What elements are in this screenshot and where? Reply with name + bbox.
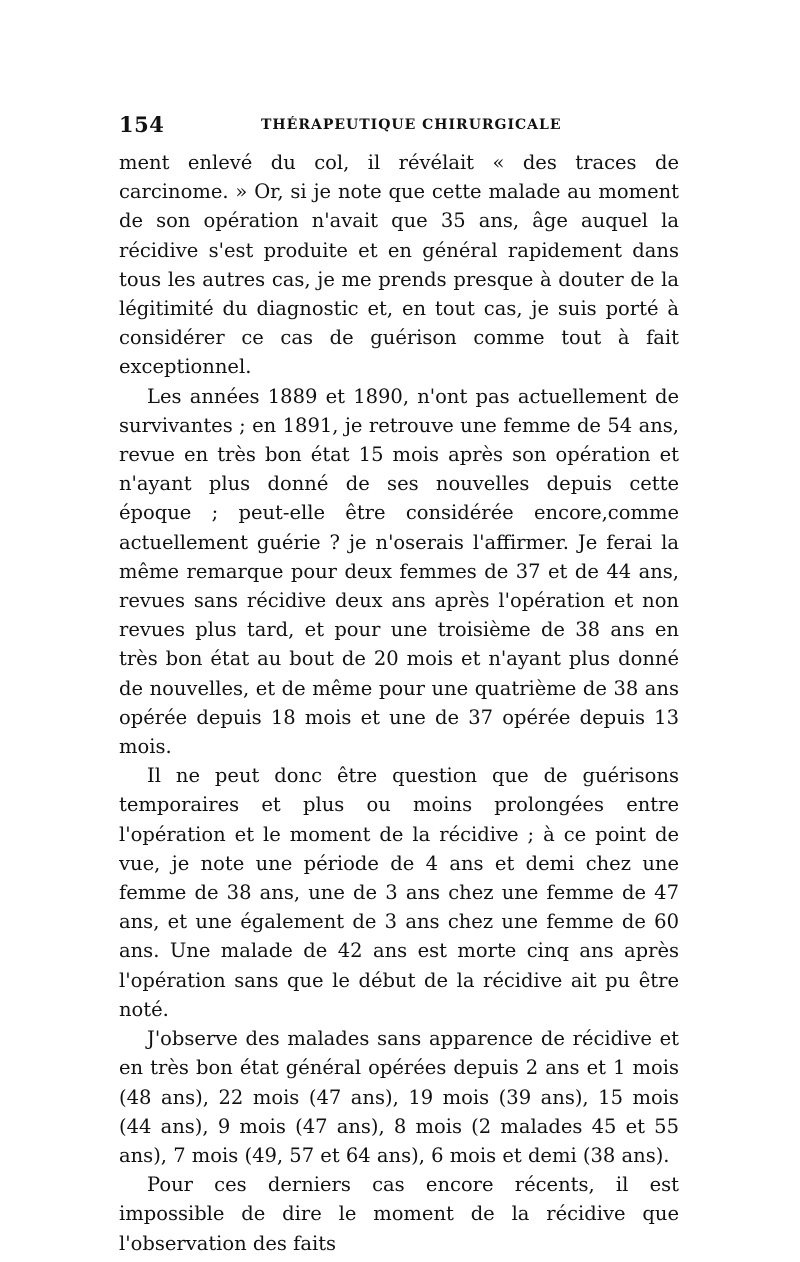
page-header [119,112,679,148]
body-text [119,148,679,1258]
book-page [119,112,679,1258]
paragraph: Il ne peut donc être question que de guérisons temporaires et plus ou moins prolongées entre l'opération et le moment de la récidive ; à ce point de vue, je note une période de 4 ans et demi chez une femme de 38 ans, une de 3 ans chez une femme de 47 ans, et une également de 3 ans chez une femme de 60 ans. Une malade de 42 ans est morte cinq ans après l'opération sans que le début de la récidive ait pu être noté. [119,764,679,1021]
paragraph: Les années 1889 et 1890, n'ont pas actuellement de survivantes ; en 1891, je retrouve une femme de 54 ans, revue en très bon état 15 mois après son opération et n'ayant plus donné de ses nouvelles depuis cette époque ; peut-elle être considérée encore,comme actuellement guérie ? je n'oserais l'affirmer. Je ferai la même remarque pour deux femmes de 37 et de 44 ans, revues sans récidive deux ans après l'opération et non revues plus tard, et pour une troisième de 38 ans en très bon état au bout de 20 mois et n'ayant plus donné de nouvelles, et de même pour une quatrième de 38 ans opérée depuis 18 mois et une de 37 opérée depuis 13 mois. [119,384,679,759]
running-title: THÉRAPEUTIQUE CHIRURGICALE [261,117,562,133]
paragraph: Pour ces derniers cas encore récents, il est impossible de dire le moment de la récidive que l'observation des faits [119,1173,679,1255]
page-number: 154 [119,112,165,137]
paragraph-continued: ment enlevé du col, il révélait « des traces de carcinome. » Or, si je note que cette malade au moment de son opération n'avait que 35 ans, âge auquel la récidive s'est produite et en général rapidement dans tous les autres cas, je me prends presque à douter de la légitimité du diagnostic et, en tout cas, je suis porté à considérer ce cas de guérison comme tout à fait exceptionnel. [119,151,679,379]
paragraph: J'observe des malades sans apparence de récidive et en très bon état général opérées depuis 2 ans et 1 mois (48 ans), 22 mois (47 ans), 19 mois (39 ans), 15 mois (44 ans), 9 mois (47 ans), 8 mois (2 malades 45 et 55 ans), 7 mois (49, 57 et 64 ans), 6 mois et demi (38 ans). [119,1027,679,1167]
